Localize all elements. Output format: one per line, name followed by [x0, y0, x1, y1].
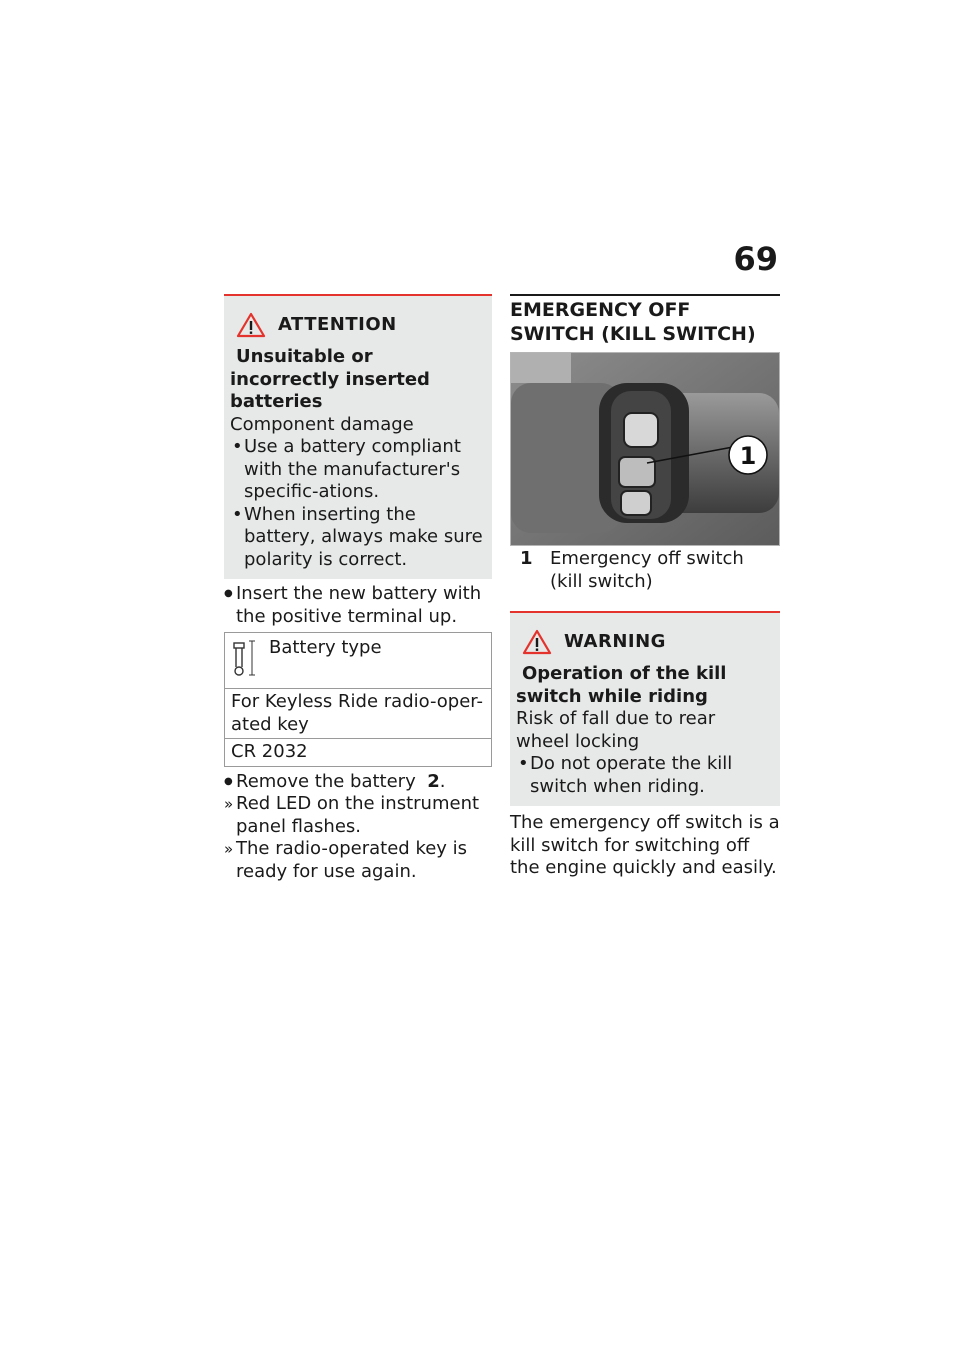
- kill-switch-photo: [510, 352, 780, 546]
- warning-triangle-icon: [236, 312, 266, 338]
- step-remove-battery: ● Remove the battery 2.: [224, 771, 492, 794]
- section-heading: EMERGENCY OFF SWITCH (KILL SWITCH): [510, 294, 780, 346]
- result-led: » Red LED on the instrument panel flashes.: [224, 793, 492, 838]
- step-text: Remove the battery: [236, 770, 416, 792]
- spec-row: For Keyless Ride radio-oper-ated key: [225, 689, 491, 739]
- spec-value: CR 2032: [231, 741, 308, 762]
- attention-title: ATTENTION: [278, 313, 397, 335]
- attention-bullet: • When inserting the battery, always make sure polarity is correct.: [230, 504, 486, 572]
- warning-box: [510, 611, 780, 806]
- photo-legend: [510, 548, 780, 593]
- technical-data-icon: [231, 637, 257, 679]
- attention-cause: Unsuitable or incorrectly inserted batteries: [230, 346, 430, 412]
- attention-consequence: Component damage: [230, 413, 414, 435]
- warning-title: WARNING: [564, 630, 666, 652]
- battery-spec-table: [224, 632, 492, 767]
- attention-header: [236, 312, 486, 338]
- step-insert-battery: ● Insert the new battery with the positive terminal up.: [224, 583, 492, 628]
- kill-switch-description: The emergency off switch is a kill switch for switching off the engine quickly and easily.: [510, 812, 780, 878]
- handlebar-illustration: [511, 353, 779, 545]
- result-key-ready: » The radio-operated key is ready for use again.: [224, 838, 492, 883]
- warning-cause: Operation of the kill switch while riding: [516, 663, 727, 707]
- spec-header: [225, 633, 491, 689]
- warning-consequence: Risk of fall due to rear wheel locking: [516, 708, 716, 752]
- legend-number: 1: [520, 548, 533, 569]
- warning-triangle-icon: [522, 629, 552, 655]
- warning-header: [522, 629, 774, 655]
- step-ref: 2: [427, 770, 440, 792]
- attention-box: [224, 294, 492, 579]
- warning-bullet: • Do not operate the kill switch when riding.: [516, 753, 774, 798]
- spec-header-label: Battery type: [269, 637, 382, 658]
- legend-text: Emergency off switch (kill switch): [550, 548, 744, 592]
- callout-number: 1: [739, 442, 757, 470]
- attention-bullet: • Use a battery compliant with the manufacturer's specific-ations.: [230, 436, 486, 504]
- left-column: [224, 294, 492, 883]
- page-number: 69: [733, 240, 778, 278]
- right-column: [510, 294, 780, 880]
